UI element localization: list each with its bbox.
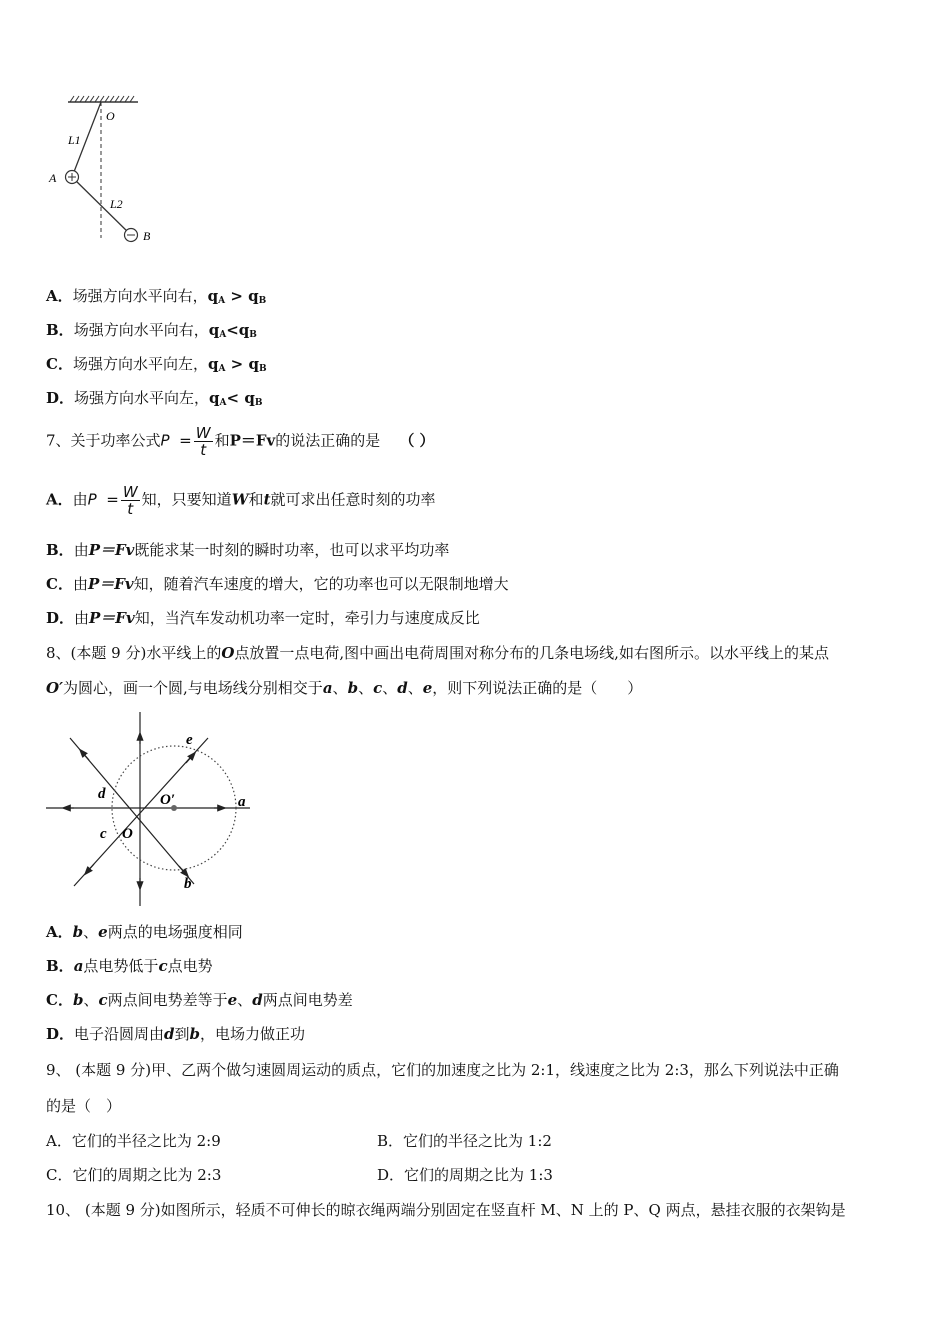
pendulum-figure [44,92,174,252]
label-o: O [106,109,115,123]
q6-option-b[interactable]: B．场强方向水平向右，$q_A<q_B$ [46,321,257,340]
q9-option-a[interactable]: A．它们的半径之比为 2:9 [46,1132,221,1150]
fig-label-d: d [98,786,106,802]
q8-option-c[interactable]: C．b、c两点间电势差等于e、d两点间电势差 [46,991,353,1009]
q10-stem-line1: 10、 (本题 9 分)如图所示，轻质不可伸长的晾衣绳两端分别固定在竖直杆 M、N 上的 P、Q 两点，悬挂衣服的衣架钩是 [46,1201,846,1219]
fig-label-o-prime: O′ [160,792,176,808]
fig-label-e: e [186,732,193,748]
q8-option-a[interactable]: A．b、e两点的电场强度相同 [46,923,243,941]
q6-option-a[interactable]: A．场强方向水平向右，$q_A > q_B$ [46,287,267,306]
q7-option-d[interactable]: D．由P＝Fv知，当汽车发动机功率一定时，牵引力与速度成反比 [46,609,480,627]
q7-option-b[interactable]: B．由P＝Fv既能求某一时刻的瞬时功率，也可以求平均功率 [46,541,450,559]
field-lines-figure [44,708,254,908]
label-b: B [143,229,151,243]
q9-option-c[interactable]: C．它们的周期之比为 2:3 [46,1166,222,1184]
fig-label-c: c [100,826,107,842]
q8-option-b[interactable]: B．a点电势低于c点电势 [46,957,213,975]
q7-stem: 7、关于功率公式P = $\frac{W}{t}$ 和P＝Fv的说法正确的是 （ ） [46,424,435,459]
q9-option-b[interactable]: B．它们的半径之比为 1:2 [377,1132,552,1150]
q8-stem-line2: O′为圆心，画一个圆,与电场线分别相交于a、b、c、d、e，则下列说法正确的是（ ） [46,679,643,697]
label-l1: L1 [68,133,81,147]
q9-stem-line1: 9、 (本题 9 分)甲、乙两个做匀速圆周运动的质点，它们的加速度之比为 2:1，线速度之比为 2:3，那么下列说法中正确 [46,1061,839,1079]
q9-option-d[interactable]: D．它们的周期之比为 1:3 [377,1166,553,1184]
q7-option-c[interactable]: C．由P＝Fv知，随着汽车速度的增大，它的功率也可以无限制地增大 [46,575,509,593]
q7-option-a[interactable]: A．由P = $\frac{W}{t}$ 知，只要知道W和t就可求出任意时刻的功率 [46,483,436,518]
label-l2: L2 [110,197,123,211]
q8-option-d[interactable]: D．电子沿圆周由d到b，电场力做正功 [46,1025,306,1043]
fig-label-a: a [238,794,246,810]
q6-option-d[interactable]: D．场强方向水平向左，$q_A< q_B$ [46,389,263,408]
q6-option-c[interactable]: C．场强方向水平向左，$q_A > q_B$ [46,355,267,374]
q9-stem-line2: 的是（ ） [46,1097,122,1115]
q8-stem-line1: 8、(本题 9 分)水平线上的O点放置一点电荷,图中画出电荷周围对称分布的几条电场线,如右图所示。以水平线上的某点 [46,644,829,662]
fig-label-b: b [184,876,192,892]
label-a: A [49,171,57,185]
q7-fraction: $\frac{W}{t}$ [195,424,211,459]
fig-label-o: O [122,826,133,842]
